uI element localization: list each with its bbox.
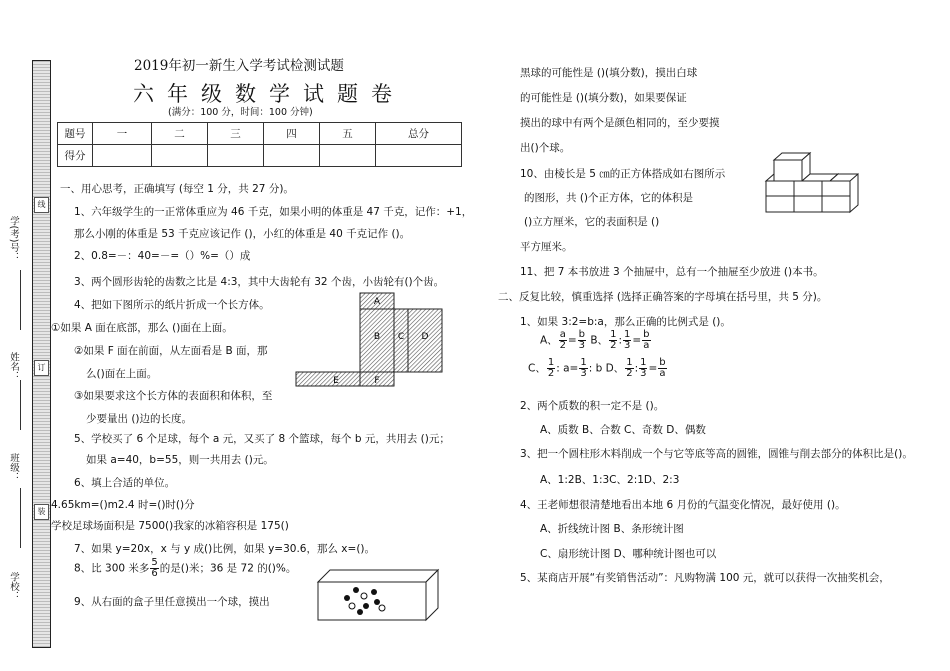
mc1-option-d-label: D、	[605, 362, 625, 375]
white-ball	[361, 593, 367, 599]
score-cell[interactable]	[320, 145, 376, 167]
binding-tag-order: 订	[34, 360, 49, 376]
q3: 3、两个圆形齿轮的齿数之比是 4:3，其中大齿轮有 32 个齿，小齿轮有()个齿。	[74, 276, 445, 288]
mc4-options-line1: A、折线统计图 B、条形统计图	[540, 523, 684, 535]
q11: 11、把 7 本书放进 3 个抽屉中，总有一个抽屉至少放进 ()本书。	[520, 266, 824, 278]
ball-box-figure	[314, 568, 442, 624]
black-ball	[374, 599, 380, 605]
net-label-d: D	[421, 332, 429, 342]
q10-line4: 平方厘米。	[520, 241, 573, 253]
section-2-heading: 二、反复比较，慎重选择 (选择正确答案的字母填在括号里，共 5 分)。	[498, 291, 828, 303]
frac-1-over-2: $\frac{1}{2}$	[626, 357, 633, 379]
net-label-e: E	[333, 376, 339, 386]
white-ball	[349, 603, 355, 609]
net-label-b: B	[373, 332, 381, 342]
frac-1-over-3: $\frac{1}{3}$	[640, 357, 647, 379]
mc4: 4、王老师想很清楚地看出本地 6 月份的气温变化情况，最好使用 ()。	[520, 499, 846, 511]
q5-line2: 如果 a=40，b=55，则一共用去 ()元。	[86, 454, 274, 466]
q9-cont-line3: 摸出的球中有两个是颜色相同的，至少要摸	[520, 117, 720, 129]
exam-title: 2019年初一新生入学考试检测试题	[134, 58, 344, 74]
q10-line1: 10、由棱长是 5 ㎝的正方体搭成如右图所示	[520, 168, 726, 180]
score-header-3: 三	[208, 123, 264, 145]
q8-fraction-denominator: 6	[151, 568, 158, 579]
q8-suffix: 的是()米；36 是 72 的()%。	[159, 562, 297, 575]
binding-tag-bind: 装	[34, 504, 49, 520]
student-id-label: 学(考)号：	[8, 216, 19, 262]
exam-meta: (满分：100 分，时间：100 分钟)	[168, 107, 313, 118]
black-ball	[357, 609, 363, 615]
q6-line1: 4.65km=()m2.4 时=()时()分	[51, 499, 195, 511]
q4: 4、把如下图所示的纸片折成一个长方体。	[74, 299, 270, 311]
mc1-options-row2: C、 $\frac{1}{2}$ : a= $\frac{1}{3}$ : b D、 $\frac{1}{2}$ : $\frac{1}{3}$ = $\frac{b}{a}$	[528, 357, 666, 379]
school-label: 学校：	[8, 572, 19, 601]
mc2-options: A、质数 B、合数 C、奇数 D、偶数	[540, 424, 706, 436]
score-header-4: 四	[264, 123, 320, 145]
score-table	[57, 122, 462, 167]
score-cell[interactable]	[264, 145, 320, 167]
score-header-2: 二	[152, 123, 208, 145]
black-ball	[363, 603, 369, 609]
frac-1-over-2: $\frac{1}{2}$	[547, 357, 555, 379]
black-ball	[344, 595, 350, 601]
folding-net-figure	[294, 292, 444, 388]
q4-part-a: ①如果 A 面在底部，那么 ()面在上面。	[51, 322, 233, 334]
score-cell[interactable]	[376, 145, 462, 167]
frac-1-over-3: $\frac{1}{3}$	[580, 357, 587, 379]
mc1-option-b-label: B、	[590, 334, 609, 347]
q8	[74, 558, 296, 579]
name-line	[20, 380, 21, 430]
q2: 2、0.8=－：40=－=（）%=（）成	[74, 250, 251, 262]
frac-a-over-2: $\frac{a}{2}$	[559, 329, 566, 351]
mc5: 5、某商店开展“有奖销售活动”：凡购物满 100 元，就可以获得一次抽奖机会，	[520, 572, 890, 584]
cube-side	[850, 174, 858, 212]
mc1-option-a-label: A、	[540, 334, 558, 347]
mc4-options-line2: C、扇形统计图 D、哪种统计图也可以	[540, 548, 717, 560]
q1-line2: 那么小刚的体重是 53 千克应该记作 ()，小红的体重是 40 千克记作 ()。	[74, 228, 411, 240]
black-ball	[371, 589, 377, 595]
q4-part-c-line2: 少要量出 ()边的长度。	[86, 413, 193, 425]
q7: 7、如果 y=20x，x 与 y 成()比例，如果 y=30.6，那么 x=()。	[74, 543, 376, 555]
net-label-f: F	[374, 376, 380, 386]
frac-1-over-3: $\frac{1}{3}$	[623, 329, 631, 351]
q9: 9、从右面的盒子里任意摸出一个球，摸出	[74, 596, 270, 608]
frac-b-over-a: $\frac{b}{a}$	[659, 357, 666, 379]
name-label: 姓名：	[8, 352, 19, 381]
frac-b-over-a: $\frac{b}{a}$	[643, 329, 650, 351]
class-line	[20, 488, 21, 548]
q4-part-b-line1: ②如果 F 面在前面，从左面看是 B 面，那	[74, 345, 268, 357]
white-ball	[379, 605, 385, 611]
mc1: 1、如果 3:2=b:a，那么正确的比例式是 ()。	[520, 316, 731, 328]
mc3: 3、把一个圆柱形木料削成一个与它等底等高的圆锥，圆锥与削去部分的体积比是()。	[520, 448, 913, 460]
binding-tag-line: 线	[34, 197, 49, 213]
box-top	[318, 570, 438, 582]
q9-cont-line4: 出()个球。	[520, 142, 571, 154]
mc3-options: A、1:2B、1:3C、2:1D、2:3	[540, 474, 680, 486]
q10-line3: ()立方厘米，它的表面积是 ()	[524, 216, 660, 228]
section-1-heading: 一、用心思考，正确填写 (每空 1 分，共 27 分)。	[60, 183, 294, 195]
q5-line1: 5、学校买了 6 个足球，每个 a 元，又买了 8 个篮球，每个 b 元，共用去 ()元；	[74, 433, 450, 445]
q8-prefix: 8、比 300 米多	[74, 562, 150, 575]
frac-1-over-2: $\frac{1}{2}$	[610, 329, 617, 351]
net-label-a: A	[373, 297, 381, 307]
mc2: 2、两个质数的积一定不是 ()。	[520, 400, 665, 412]
q8-fraction-numerator: 5	[151, 557, 158, 568]
score-cell[interactable]	[93, 145, 152, 167]
mc1-options-row1: A、 $\frac{a}{2}$ = $\frac{b}{3}$ B、 $\frac{1}{2}$ : $\frac{1}{3}$ = $\frac{b}{a}$	[540, 329, 650, 351]
q9-cont-line1: 黑球的可能性是 ()(填分数)，摸出白球	[520, 67, 698, 79]
binding-strip	[32, 60, 51, 648]
score-header-5: 五	[320, 123, 376, 145]
mc1-option-c-label: C、	[528, 362, 546, 375]
q8-fraction	[150, 558, 158, 579]
score-header-label: 题号	[58, 123, 93, 145]
q1-line1: 1、六年级学生的一正常体重应为 46 千克，如果小明的体重是 47 千克，记作：+1，	[74, 206, 473, 218]
class-label: 班级：	[8, 453, 19, 482]
net-label-c: C	[397, 332, 405, 342]
score-cell[interactable]	[208, 145, 264, 167]
score-header-total: 总分	[376, 123, 462, 145]
q4-part-c-line1: ③如果要求这个长方体的表面积和体积，至	[74, 390, 273, 402]
cube-front	[774, 160, 802, 181]
exam-subtitle: 六年级数学试题卷	[133, 82, 405, 106]
score-header-1: 一	[93, 123, 152, 145]
student-id-line	[20, 270, 21, 330]
q6-line2: 学校足球场面积是 7500()我家的冰箱容积是 175()	[51, 520, 289, 532]
cube-top	[766, 174, 774, 181]
score-cell[interactable]	[152, 145, 208, 167]
q10-line2: 的图形，共 ()个正方体，它的体积是	[524, 192, 694, 204]
net-face-e	[296, 372, 360, 386]
box-front	[318, 582, 426, 620]
q4-part-b-line2: 么()面在上面。	[86, 368, 158, 380]
score-row-label: 得分	[58, 145, 93, 167]
frac-b-over-3: $\frac{b}{3}$	[578, 329, 585, 351]
q6: 6、填上合适的单位。	[74, 477, 176, 489]
black-ball	[353, 587, 359, 593]
cube-stack-figure	[762, 150, 862, 214]
q9-cont-line2: 的可能性是 ()(填分数)，如果要保证	[520, 92, 687, 104]
